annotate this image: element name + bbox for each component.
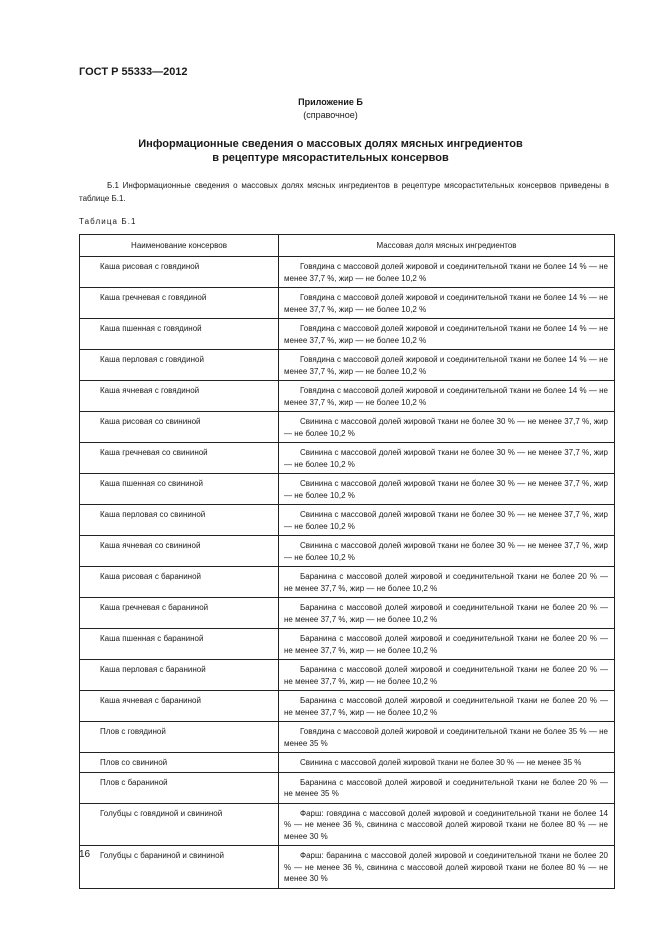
table-row <box>80 412 615 443</box>
meat-share-cell: Говядина с массовой долей жировой и соединительной ткани не более 14 % — не менее 37,7 %, жир — не более 10,2 % <box>279 381 615 412</box>
product-name-cell: Голубцы с бараниной и свининой <box>80 846 279 889</box>
table-row <box>80 536 615 567</box>
meat-share-cell: Баранина с массовой долей жировой и соединительной ткани не более 20 % — не менее 37,7 %, жир — не более 10,2 % <box>279 629 615 660</box>
product-name-cell: Каша рисовая со свининой <box>80 412 279 443</box>
table-row <box>80 288 615 319</box>
annex-status: (справочное) <box>303 110 358 120</box>
product-name-cell: Каша пшенная с говядиной <box>80 319 279 350</box>
table-row <box>80 598 615 629</box>
section-title-line2: в рецептуре мясорастительных консервов <box>212 152 449 164</box>
table-row <box>80 722 615 753</box>
product-name-cell: Каша перловая с говядиной <box>80 350 279 381</box>
product-name-cell: Плов с бараниной <box>80 772 279 803</box>
product-name-cell: Каша рисовая с бараниной <box>80 567 279 598</box>
product-name-cell: Каша перловая со свининой <box>80 505 279 536</box>
product-name-cell: Каша ячневая с говядиной <box>80 381 279 412</box>
meat-share-cell: Свинина с массовой долей жировой ткани не более 30 % — не менее 37,7 %, жир — не более 10,2 % <box>279 443 615 474</box>
product-name-cell: Плов с говядиной <box>80 722 279 753</box>
table-row <box>80 660 615 691</box>
column-header-name: Наименование консервов <box>80 235 279 257</box>
table-row <box>80 753 615 773</box>
product-name-cell: Плов со свининой <box>80 753 279 773</box>
product-name-cell: Каша гречневая со свининой <box>80 443 279 474</box>
table-row <box>80 257 615 288</box>
table-row <box>80 381 615 412</box>
product-name-cell: Каша гречневая с бараниной <box>80 598 279 629</box>
meat-share-cell: Баранина с массовой долей жировой и соединительной ткани не более 20 % — не менее 35 % <box>279 772 615 803</box>
table-row <box>80 803 615 846</box>
product-name-cell: Каша ячневая с бараниной <box>80 691 279 722</box>
meat-share-cell: Фарш: баранина с массовой долей жировой и соединительной ткани не более 20 % — не менее 36 %, свинина с массовой долей жировой ткани не более 80 % — не менее 30 % <box>279 846 615 889</box>
column-header-share: Массовая доля мясных ингредиентов <box>279 235 615 257</box>
meat-share-cell: Говядина с массовой долей жировой и соединительной ткани не более 14 % — не менее 37,7 %, жир — не более 10,2 % <box>279 319 615 350</box>
meat-share-cell: Свинина с массовой долей жировой ткани не более 30 % — не менее 37,7 %, жир — не более 10,2 % <box>279 474 615 505</box>
standard-designation: ГОСТ Р 55333—2012 <box>79 66 188 78</box>
annex-label: Приложение Б <box>298 97 363 107</box>
meat-share-cell: Свинина с массовой долей жировой ткани не более 30 % — не менее 37,7 %, жир — не более 10,2 % <box>279 505 615 536</box>
table-row <box>80 772 615 803</box>
meat-share-cell: Баранина с массовой долей жировой и соединительной ткани не более 20 % — не менее 37,7 %, жир — не более 10,2 % <box>279 691 615 722</box>
table-row <box>80 567 615 598</box>
meat-share-cell: Свинина с массовой долей жировой ткани не более 30 % — не менее 37,7 %, жир — не более 10,2 % <box>279 412 615 443</box>
meat-share-cell: Свинина с массовой долей жировой ткани не более 30 % — не менее 37,7 %, жир — не более 10,2 % <box>279 536 615 567</box>
table-body <box>80 257 615 889</box>
page-number: 16 <box>79 849 91 860</box>
annex-heading <box>0 96 661 122</box>
table-row <box>80 443 615 474</box>
product-name-cell: Каша пшенная со свининой <box>80 474 279 505</box>
product-name-cell: Голубцы с говядиной и свининой <box>80 803 279 846</box>
product-name-cell: Каша перловая с бараниной <box>80 660 279 691</box>
meat-share-cell: Говядина с массовой долей жировой и соединительной ткани не более 35 % — не менее 35 % <box>279 722 615 753</box>
meat-share-cell: Говядина с массовой долей жировой и соединительной ткани не более 14 % — не менее 37,7 %, жир — не более 10,2 % <box>279 288 615 319</box>
product-name-cell: Каша гречневая с говядиной <box>80 288 279 319</box>
table-row <box>80 505 615 536</box>
product-name-cell: Каша рисовая с говядиной <box>80 257 279 288</box>
table-header-row <box>80 235 615 257</box>
meat-share-cell: Баранина с массовой долей жировой и соединительной ткани не более 20 % — не менее 37,7 %, жир — не более 10,2 % <box>279 660 615 691</box>
product-name-cell: Каша ячневая со свининой <box>80 536 279 567</box>
table-row <box>80 629 615 660</box>
section-title-line1: Информационные сведения о массовых долях мясных ингредиентов <box>138 138 523 150</box>
ingredients-table <box>79 234 615 889</box>
meat-share-cell: Баранина с массовой долей жировой и соединительной ткани не более 20 % — не менее 37,7 %, жир — не более 10,2 % <box>279 567 615 598</box>
meat-share-cell: Свинина с массовой долей жировой ткани не более 30 % — не менее 35 % <box>279 753 615 773</box>
meat-share-cell: Говядина с массовой долей жировой и соединительной ткани не более 14 % — не менее 37,7 %, жир — не более 10,2 % <box>279 257 615 288</box>
table-row <box>80 319 615 350</box>
table-row <box>80 691 615 722</box>
table-caption: Таблица Б.1 <box>79 217 137 226</box>
table-row <box>80 474 615 505</box>
product-name-cell: Каша пшенная с бараниной <box>80 629 279 660</box>
meat-share-cell: Фарш: говядина с массовой долей жировой и соединительной ткани не более 14 % — не менее 36 %, свинина с массовой долей жировой ткани не более 80 % — не менее 30 % <box>279 803 615 846</box>
meat-share-cell: Баранина с массовой долей жировой и соединительной ткани не более 20 % — не менее 37,7 %, жир — не более 10,2 % <box>279 598 615 629</box>
table-row <box>80 846 615 889</box>
meat-share-cell: Говядина с массовой долей жировой и соединительной ткани не более 14 % — не менее 37,7 %, жир — не более 10,2 % <box>279 350 615 381</box>
section-title <box>0 137 661 165</box>
intro-paragraph: Б.1 Информационные сведения о массовых долях мясных ингредиентов в рецептуре мясорастительных консервов приведены в таблице Б.1. <box>79 181 609 203</box>
table-row <box>80 350 615 381</box>
